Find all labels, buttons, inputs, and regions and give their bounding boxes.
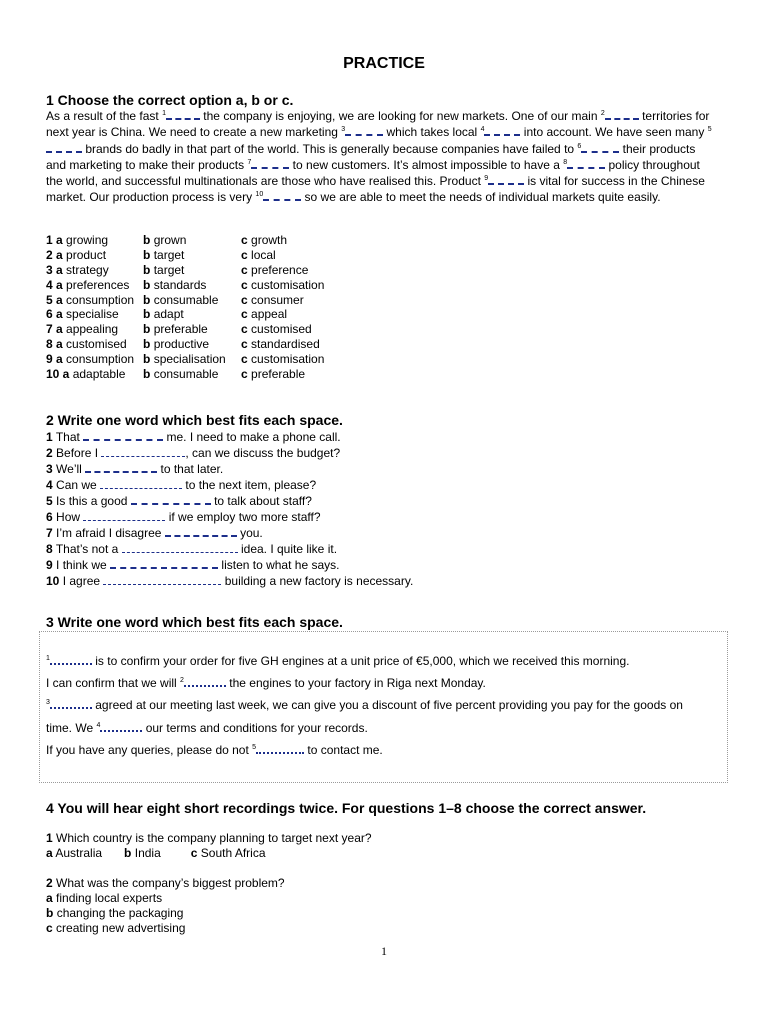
gap-9[interactable] [488,174,524,185]
gap-field[interactable] [83,430,163,441]
list-item: 9 I think we listen to what he says. [46,558,340,572]
letter-line: time. We $^4$ our terms and conditions for your records. [46,720,368,735]
gap-field[interactable] [85,462,157,473]
gap-1[interactable] [166,109,200,120]
option-b[interactable]: b productive [143,337,210,352]
options-row [46,337,361,352]
option-a[interactable]: a Australia [46,846,103,860]
list-item: 1 That me. I need to make a phone call. [46,430,341,444]
option-a[interactable]: 5 a consumption [46,292,135,307]
option-b[interactable]: b India [124,846,161,860]
section-1-paragraph: As a result of the fast $^1$ the company is enjoying, we are looking for new markets. One of our main $^2$ territories for next year is China. We need to create a new marketing $^3$ which takes local $^4$ into account. We have seen many $^5$ brands do badly in that part of the world. This is generally because companies have failed to $^6$ their products and marketing to make their products $^7$ to new customers. It’s almost impossible to have a $^8$ policy throughout the world, and successful multinationals are those who have realised this. Product $^9$ is vital for success in the Chinese market. Our production process is very $^{10}$ so we are able to meet the needs of individual markets quite easily. [46,109,712,205]
option-b[interactable]: b standards [143,277,207,292]
section-3-heading: 3 Write one word which best fits each space. [46,614,343,630]
option-a[interactable]: 8 a customised [46,337,127,352]
gap-field[interactable] [184,676,226,687]
option-b[interactable]: b adapt [143,307,184,322]
gap-field[interactable] [122,543,238,553]
gap-5[interactable] [46,142,82,153]
options-row [46,352,361,367]
options-row [46,263,361,278]
section-2-heading: 2 Write one word which best fits each space. [46,412,343,428]
option-b[interactable]: b consumable [143,367,219,382]
options-row [46,293,361,308]
option-c[interactable]: c standardised [241,337,320,352]
gap-2[interactable] [605,109,639,120]
gap-field[interactable] [101,447,185,457]
section-4-heading: 4 You will hear eight short recordings twice. For questions 1–8 choose the correct answer. [46,800,647,816]
letter-line: I can confirm that we will $^2$ the engines to your factory in Riga next Monday. [46,676,486,691]
options-row [46,278,361,293]
option-c[interactable]: c growth [241,233,288,247]
option-b[interactable]: b target [143,262,185,277]
option-b[interactable]: b preferable [143,322,208,337]
option-c[interactable]: c appeal [241,307,288,322]
section-1-heading: 1 Choose the correct option a, b or c. [46,92,294,108]
options-row [46,367,361,382]
gap-field[interactable] [165,526,237,537]
option-b[interactable]: b grown [143,233,187,247]
gap-10[interactable] [263,190,301,201]
list-item: 3 We’ll to that later. [46,462,224,476]
option-a[interactable]: 9 a consumption [46,352,135,367]
gap-field[interactable] [103,575,221,585]
option-c[interactable]: c consumer [241,292,304,307]
page-title: PRACTICE [343,55,425,72]
list-item: 7 I’m afraid I disagree you. [46,526,263,540]
option-c[interactable]: c South Africa [190,846,266,860]
gap-3[interactable] [345,125,383,136]
option-a[interactable]: 1 a growing [46,233,109,247]
option-a[interactable]: 4 a preferences [46,277,130,292]
letter-text [46,650,683,761]
gap-field[interactable] [131,494,211,505]
list-item: 2 Before I , can we discuss the budget? [46,446,341,460]
list-item: 8 That’s not a idea. I quite like it. [46,542,338,556]
gap-field[interactable] [110,558,218,569]
question-text: 1 Which country is the company planning to target next year? [46,831,372,845]
option-a[interactable]: 6 a specialise [46,307,119,322]
list-item: 4 Can we to the next item, please? [46,478,317,492]
gap-6[interactable] [581,142,619,153]
option-a[interactable]: 2 a product [46,247,107,262]
list-item: 6 How if we employ two more staff? [46,510,321,524]
gap-field[interactable] [100,479,182,489]
options-row [46,233,361,248]
option-a[interactable]: a finding local experts [46,891,163,905]
option-c[interactable]: c preferable [241,367,306,382]
option-c[interactable]: c creating new advertising [46,921,186,935]
options-list [46,233,361,382]
option-c[interactable]: c customisation [241,352,325,367]
gap-field[interactable] [50,698,92,709]
gap-field[interactable] [50,654,92,665]
letter-line: $^1$ is to confirm your order for five GH engines at a unit price of €5,000, which we received this morning. [46,654,630,668]
option-a[interactable]: 7 a appealing [46,322,119,337]
gap-field[interactable] [83,511,165,521]
list-item: 10 I agree building a new factory is necessary. [46,574,414,588]
option-b[interactable]: b changing the packaging [46,906,184,920]
options-row [46,322,361,337]
letter-line: $^3$ agreed at our meeting last week, we can give you a discount of five percent providing you pay for the goods on [46,698,683,713]
option-c[interactable]: c customisation [241,277,325,292]
option-a[interactable]: 3 a strategy [46,262,109,277]
option-c[interactable]: c customised [241,322,312,337]
question-text: 2 What was the company’s biggest problem? [46,876,285,890]
gap-field[interactable] [100,721,142,732]
question-1 [46,831,372,861]
gap-4[interactable] [484,125,520,136]
page-number: 1 [381,944,387,958]
answer-options [46,846,372,861]
options-row [46,307,361,322]
gap-7[interactable] [251,158,289,169]
fill-in-list [46,429,413,589]
option-a[interactable]: 10 a adaptable [46,367,126,382]
option-c[interactable]: c local [241,247,276,262]
gap-8[interactable] [567,158,605,169]
option-b[interactable]: b target [143,247,185,262]
gap-field[interactable] [256,743,304,754]
option-b[interactable]: b specialisation [143,352,226,367]
options-row [46,248,361,263]
option-c[interactable]: c preference [241,262,309,277]
letter-line: If you have any queries, please do not $^5$ to contact me. [46,742,383,757]
question-2 [46,876,285,936]
list-item: 5 Is this a good to talk about staff? [46,494,312,508]
option-b[interactable]: b consumable [143,292,219,307]
